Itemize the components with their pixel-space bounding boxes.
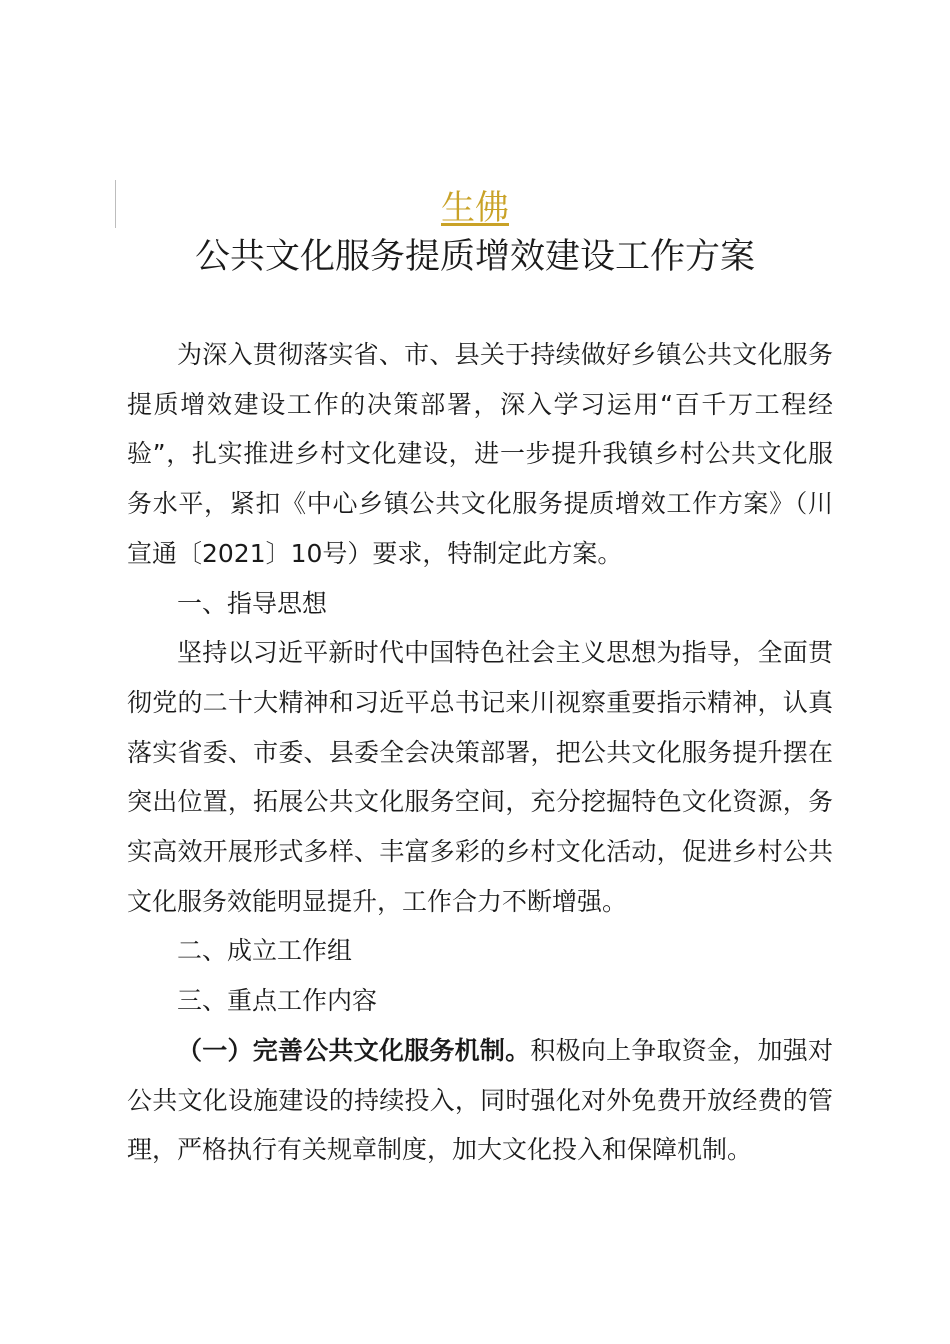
document-title: 公共文化服务提质增效建设工作方案 xyxy=(194,237,755,277)
document-body xyxy=(127,330,833,1175)
section-heading-guiding-thought: 一、指导思想 xyxy=(177,588,328,618)
section-heading-key-tasks: 三、重点工作内容 xyxy=(177,986,378,1016)
key-task-item-1 xyxy=(127,1026,833,1175)
intro-paragraph: 为深入贯彻落实省、市、县关于持续做好乡镇公共文化服务提质增效建设工作的决策部署，深入学习运用“百千万工程经验”，扎实推进乡村文化建设，进一步提升我镇乡村公共文化服务水平，紧扣《中心乡镇公共文化服务提质增效工作方案》（川宣通〔2021〕10号）要求，特制定此方案。 xyxy=(127,340,833,568)
key-task-item-1-lead: （一）完善公共文化服务机制。 xyxy=(177,1035,531,1065)
key-task-item-1-text: 积极向上争取资金，加强对公共文化设施建设的持续投入，同时强化对外免费开放经费的管理，严格执行有关规章制度，加大文化投入和保障机制。 xyxy=(127,1035,833,1165)
section-heading-working-group: 二、成立工作组 xyxy=(177,936,353,966)
guiding-thought-paragraph: 坚持以习近平新时代中国特色社会主义思想为指导，全面贯彻党的二十大精神和习近平总书记来川视察重要指示精神，认真落实省委、市委、县委全会决策部署，把公共文化服务提升摆在突出位置，拓展公共文化服务空间，充分挖掘特色文化资源，务实高效开展形式多样、丰富多彩的乡村文化活动，促进乡村公共文化服务效能明显提升，工作合力不断增强。 xyxy=(127,638,833,916)
organization-name: 生佛 xyxy=(441,188,509,228)
